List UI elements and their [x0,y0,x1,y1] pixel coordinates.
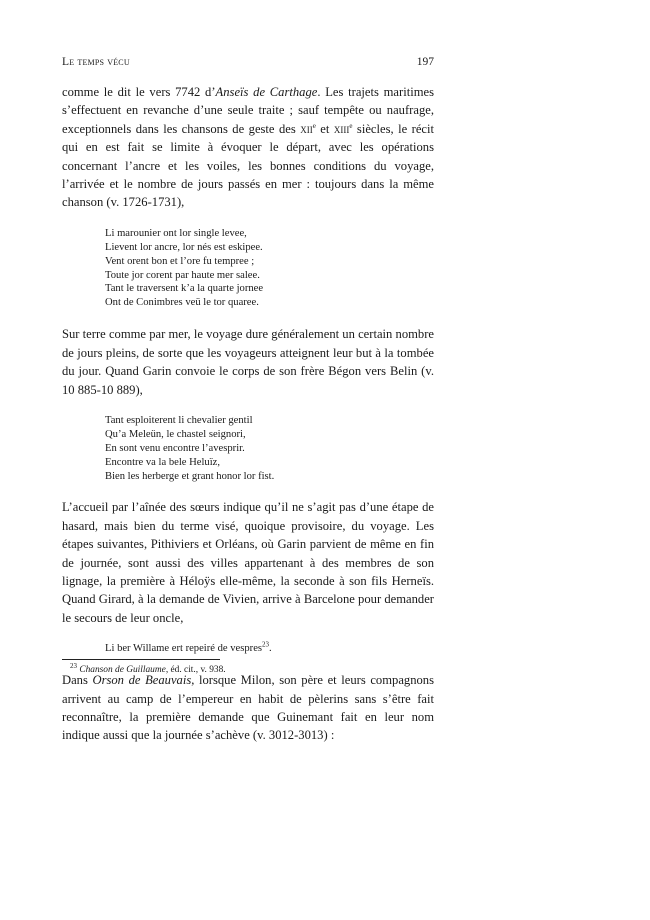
century-numeral: xii [300,121,313,136]
work-title: Anseïs de Carthage [215,85,318,99]
verse-line: Vent orent bon et l’ore fu tempree ; [105,255,255,267]
century-numeral: xiii [333,121,350,136]
verse-quote-1 [105,227,434,310]
text-run: siècles, le récit qui en est fait se limite à évoquer le départ, avec les opérations concernant l’ancre et les voiles, les bonnes conditions du voyage, l’arrivée et le nombre de jours passés en mer : toujours dans la même chanson (v. 1726-1731), [62,121,435,210]
work-title: Orson de Beauvais [92,673,192,688]
verse-line: Ont de Conimbres veü le tor quaree. [105,297,259,309]
page-number: 197 [416,56,434,68]
verse-quote-2 [105,414,434,484]
footnote-23 [70,661,226,675]
footnote-divider [62,659,220,660]
main-text [62,83,434,745]
verse-line: Toute jor corent par haute mer salee. [105,269,260,281]
verse-line: Tant le traversent k’a la quarte jornee [105,283,264,295]
running-header [62,56,434,74]
footnote-text: , éd. cit., v. 938. [165,665,226,675]
verse-line: Bien les herberge et grant honor lor fist. [105,470,275,482]
superscript: e [312,121,316,130]
text-run: et [315,121,334,136]
text-run: comme le dit le vers 7742 d’ [62,85,216,99]
verse-end: . [269,643,272,655]
paragraph-4 [62,671,434,745]
superscript: e [349,121,353,130]
paragraph-3: L’accueil par l’aînée des sœurs indique qu’il ne s’agit pas d’une étape de hasard, mais bien du terme visé, quoique provisoire, du voyage. Les étapes suivantes, Pithiviers et Orléans, où Garin parvient de même en fin de journée, sont aussi des villes appartenant à des membres de son lignage, la première à Héloÿs elle-même, la seconde à son fils Herneïs. Quand Girard, à la demande de Vivien, arrive à Barcelone pour demander le secours de leur oncle, [62,500,434,625]
verse-line: Encontre va la bele Heluïz, [105,456,221,468]
verse-line: Li marounier ont lor single levee, [105,227,247,239]
verse-line [105,642,434,656]
text-run: Dans [62,673,93,688]
paragraph-1 [62,83,434,212]
verse-line: Tant esploiterent li chevalier gentil [105,414,253,426]
verse-line: En sont venu encontre l’avesprir. [105,442,245,454]
paragraph-2: Sur terre comme par mer, le voyage dure généralement un certain nombre de jours pleins, de sorte que les voyageurs atteignent leur but à la tombée du jour. Quand Garin convoie le corps de son frère Bégon vers Belin (v. 10 885-10 889), [62,327,434,397]
text-run: . Les trajets maritimes s’effectuent en revanche d’une seule traite ; sauf tempête ou naufrage, exceptionnels dans les chansons de geste des [62,85,434,136]
running-title: Le temps vécu [62,56,130,68]
verse-text: Li ber Willame ert repeiré de vespres [105,643,263,655]
verse-quote-3 [105,642,434,656]
footnote-work-title: Chanson de Guillaume [79,665,166,675]
footnote-reference[interactable]: 23 [262,640,270,649]
verse-line: Lievent lor ancre, lor nés est eskipee. [105,241,263,253]
footnote-number: 23 [70,661,77,670]
text-run: , lorsque Milon, son père et leurs compagnons arrivent au camp de l’empereur en habit de pèlerins sans s’être fait reconnaître, la première demande que Guinemant fait en leur nom indique aussi que la journée s’achève (v. 3012-3013) : [62,673,434,743]
verse-line: Qu’a Meleün, le chastel seignori, [105,428,246,440]
